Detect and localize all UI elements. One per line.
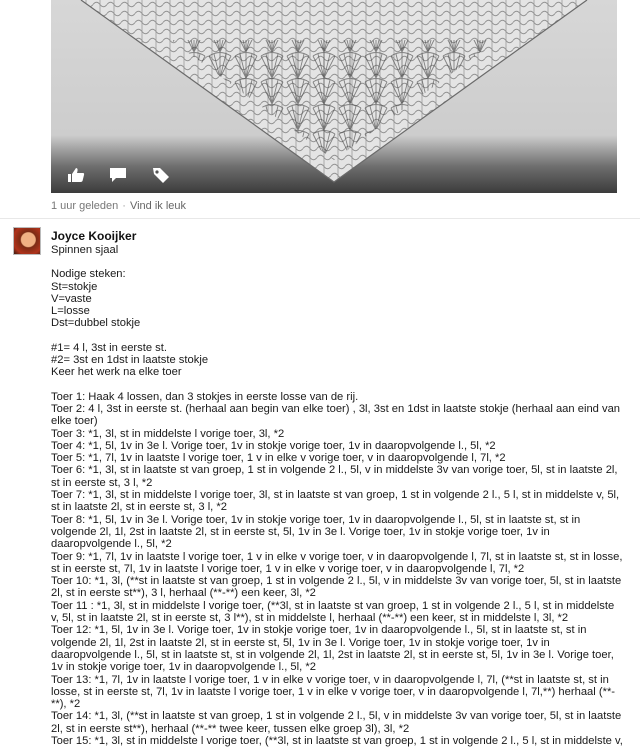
row-instruction: Toer 6: *1, 3l, st in laatste st van groep, 1 st in volgende 2 l., 5l, v in middelste 3v van vorige toer, 5l, st in laatste 2l, st in eerste st, 3 l, *2 (51, 464, 618, 489)
tag-icon[interactable] (152, 167, 170, 183)
row-instruction: Toer 11 : *1, 3l, st in middelste l vorige toer, (**3l, st in laatste st van groep, 1 st in volgende 2 l., 5 l, st in middelste v, 5l, st in laatste 2l, st in eerste st, 3 l**), st in middelste l, herhaal (**-**) een keer, st in middelste l, 3l, *2 (51, 599, 615, 625)
stitch-line: V=vaste (51, 292, 92, 305)
shawl-photo[interactable] (51, 0, 617, 193)
note-line: #2= 3st en 1dst in laatste stokje (51, 354, 209, 367)
post-title: Spinnen sjaal (51, 244, 119, 256)
row-instruction: Toer 1: Haak 4 lossen, dan 3 stokjes in eerste losse van de rij. (51, 390, 359, 403)
row-instruction: Toer 9: *1, 7l, 1v in laatste l vorige toer, 1 v in elke v vorige toer, v in daaropvolgende l, 7l, st in laatste st, st in losse, st in eerste st, 7l, 1v in laatste l vorige toer, 1 v in elke v vorige toer, v in daaropvolgende l, 7l, *2 (51, 550, 623, 575)
row-instruction: Toer 8: *1, 5l, 1v in 3e l. Vorige toer, 1v in stokje vorige toer, 1v in daaropvolgende l., 5l, st in laatste st, st in volgende 2l, 1l, 2st in laatste 2l, st in eerste st, 5l, 1v in 3e l. Vorige toer, 1v in stokje vorige toer, 1v in daaropvolgende l., 5l, *2 (51, 513, 581, 551)
stitch-line: St=stokje (51, 280, 98, 293)
row-instruction: Toer 12: *1, 5l, 1v in 3e l. Vorige toer, 1v in stokje vorige toer, 1v in daaropvolgende l., 5l, st in laatste st, st in volgende 2l, 1l, 2st in laatste 2l, st in eerste st, 5l, 1v in 3e l. Vorige toer, 1v in stokje vorige toer, 1v in daaropvolgende l., 5l, st in laatste st, st in volgende 2l, 1l, 2st in laatste 2l, st in eerste st, 5l, 1v in 3e l. Vorige toer, 1v in stokje vorige toer, 1v in daaropvolgende l., 5l, *2 (51, 624, 614, 674)
row-instruction: Toer 14: *1, 3l, (**st in laatste st van groep, 1 st in volgende 2 l., 5l, v in middelste 3v van vorige toer, 5l, st in laatste 2l, st in eerste st**), herhaal (**-** twee keer, tussen elke groep 3l), 3l, *2 (51, 710, 622, 735)
row-instruction: Toer 2: 4 l, 3st in eerste st. (herhaal aan begin van elke toer) , 3l, 3st en 1dst in laatste stokje (herhaal aan eind van elke toer) (51, 402, 621, 428)
post-body (51, 244, 624, 747)
row-instruction: Toer 13: *1, 7l, 1v in laatste l vorige toer, 1 v in elke v vorige toer, v in daaropvolgende l, 7l, (**st in laatste st, st in losse, st in eerste st, 7l, 1v in laatste l vorige toer, 1 v in elke v vorige toer, v in daaropvolgende l, 7l,**) herhaal (**-**), *2 (51, 673, 616, 711)
author-name[interactable]: Joyce Kooijker (51, 229, 137, 243)
row-instruction: Toer 4: *1, 5l, 1v in 3e l. Vorige toer, 1v in stokje vorige toer, 1v in daaropvolgende l., 5l, *2 (51, 439, 496, 452)
note-line: Keer het werk na elke toer (51, 366, 182, 379)
stitches-heading: Nodige steken: (51, 268, 126, 281)
timestamp: 1 uur geleden (51, 200, 119, 212)
row-instruction: Toer 3: *1, 3l, st in middelste l vorige toer, 3l, *2 (51, 427, 285, 440)
row-instruction: Toer 15: *1, 3l, st in middelste l vorige toer, (**3l, st in laatste st van groep, 1 st in volgende 2 l., 5 l, st in middelste v, (51, 734, 623, 747)
thumbs-up-icon[interactable] (67, 167, 85, 183)
post-meta (51, 200, 186, 212)
photo-action-bar (51, 157, 617, 193)
row-instruction: Toer 5: *1, 7l, 1v in laatste l vorige toer, 1 v in elke v vorige toer, v in daaropvolgende l, 7l, *2 (51, 452, 506, 465)
divider (0, 218, 640, 219)
stitch-line: L=losse (51, 305, 90, 318)
avatar[interactable] (13, 227, 41, 255)
comment-icon[interactable] (109, 167, 127, 183)
row-instruction: Toer 7: *1, 3l, st in middelste l vorige toer, 3l, st in laatste st van groep, 1 st in volgende 2 l., 5 l, st in middelste v, 5l, st in laatste 2l, st in eerste st, 3 l, *2 (51, 489, 620, 514)
like-link[interactable]: Vind ik leuk (129, 200, 187, 212)
row-instruction: Toer 10: *1, 3l, (**st in laatste st van groep, 1 st in volgende 2 l., 5l, v in middelste 3v van vorige toer, 5l, st in laatste 2l, st in eerste st**), 3 l, herhaal (**-**) een keer, 3l, *2 (51, 575, 622, 600)
note-line: #1= 4 l, 3st in eerste st. (51, 341, 167, 354)
stitch-line: Dst=dubbel stokje (51, 317, 141, 330)
meta-separator: · (122, 200, 126, 212)
